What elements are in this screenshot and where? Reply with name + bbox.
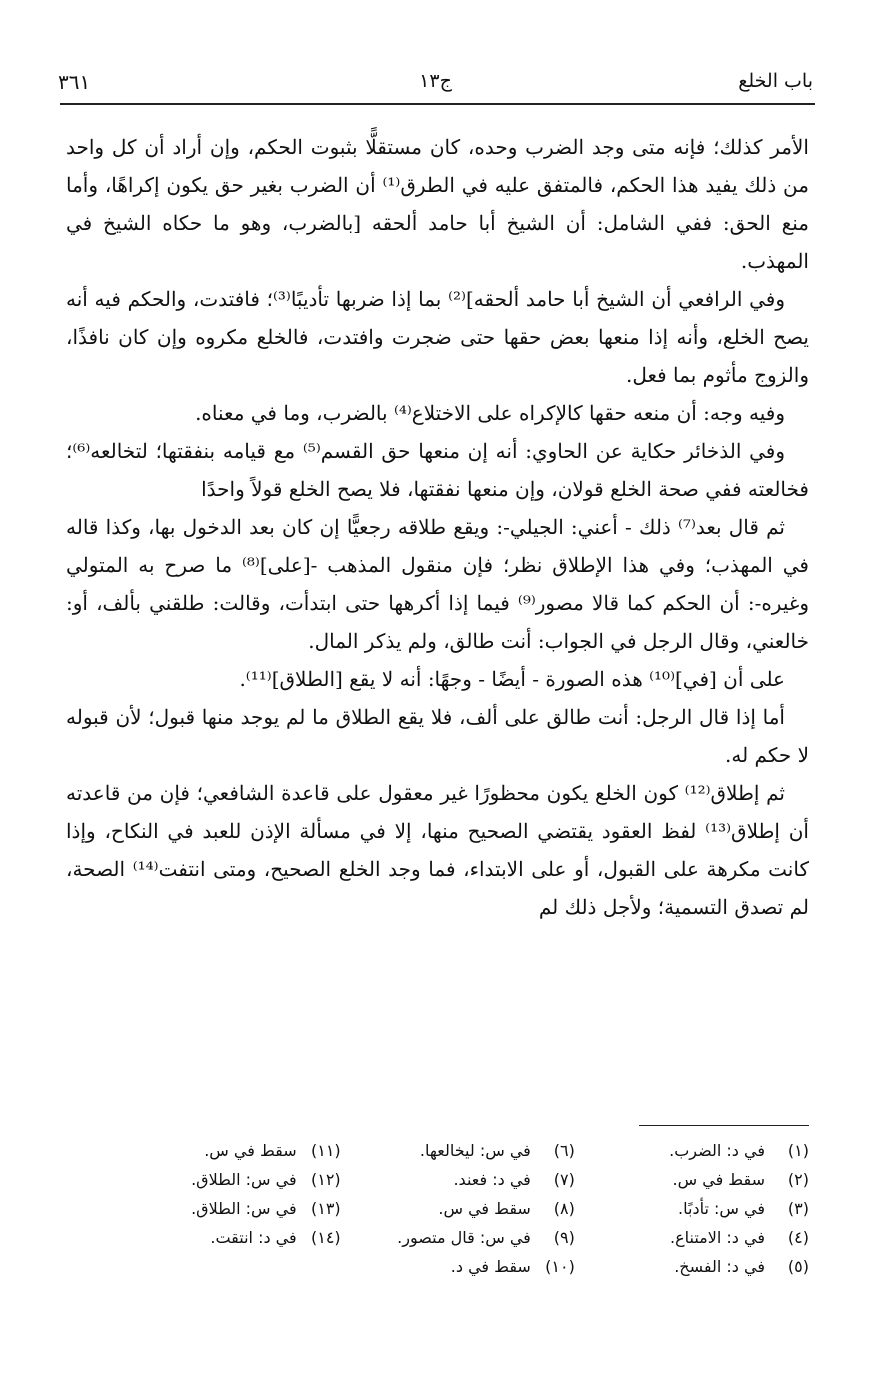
footnote-item xyxy=(110,1165,341,1194)
footnote-item xyxy=(344,1252,575,1281)
footnote-number: (٦) xyxy=(553,1141,575,1160)
footnote-item xyxy=(578,1136,809,1165)
paragraph: الأمر كذلك؛ فإنه متى وجد الضرب وحده، كان مستقلًّا بثبوت الحكم، وإن أراد أن كل واحد من ذلك يفيد هذا الحكم، فالمتفق عليه في الطرق⁽¹⁾ أن الضرب بغير حق يكون إكراهًا، وأما منع الحق: ففي الشامل: أن الشيخ أبا حامد ألحقه [بالضرب، وهو ما حكاه الشيخ في المهذب. xyxy=(66,135,809,273)
footnote-text: سقط في س. xyxy=(204,1141,297,1160)
footnote-column-2 xyxy=(344,1136,575,1281)
running-header xyxy=(58,64,813,100)
footnote-item xyxy=(578,1165,809,1194)
footnote-text: في د: انتقت. xyxy=(210,1228,297,1247)
footnote-number: (١) xyxy=(787,1141,809,1160)
page-number: ٣٦١ xyxy=(58,70,91,94)
footnote-number: (٧) xyxy=(553,1170,575,1189)
footnote-item xyxy=(578,1194,809,1223)
footnote-number: (٢) xyxy=(787,1170,809,1189)
footnote-number: (١٣) xyxy=(310,1199,341,1218)
footnote-item xyxy=(110,1136,341,1165)
paragraph: ثم إطلاق⁽¹²⁾ كون الخلع يكون محظورًا غير معقول على قاعدة الشافعي؛ فإن من قاعدته أن إطلاق⁽¹³⁾ لفظ العقود يقتضي الصحيح منها، إلا في مسألة الإذن للعبد في النكاح، وإذا كانت مكرهة على القبول، أو على الابتداء، فما وجد الخلع الصحيح، ومتى انتفت⁽¹⁴⁾ الصحة، لم تصدق التسمية؛ ولأجل ذلك لم xyxy=(66,781,809,919)
footnote-text: سقط في د. xyxy=(450,1257,531,1276)
footnote-item xyxy=(110,1194,341,1223)
footnote-item xyxy=(578,1252,809,1281)
footnote-number: (١٤) xyxy=(310,1228,341,1247)
footnote-item xyxy=(344,1223,575,1252)
footnote-number: (١٠) xyxy=(545,1257,575,1276)
footnote-number: (٥) xyxy=(787,1257,809,1276)
footnote-text: في د: الفسخ. xyxy=(674,1257,765,1276)
footnote-text: سقط في س. xyxy=(438,1199,531,1218)
paragraph: ثم قال بعد⁽⁷⁾ ذلك - أعني: الجيلي-: ويقع طلاقه رجعيًّا إن كان بعد الدخول بها، وكذا قاله في المهذب؛ وفي هذا الإطلاق نظر؛ فإن منقول المذهب -[على]⁽⁸⁾ ما صرح به المتولي وغيره-: أن الحكم كما قالا مصور⁽⁹⁾ فيما إذا أكرهها حتى ابتدأت، وقالت: طلقني بألف، أو: خالعني، وقال الرجل في الجواب: أنت طالق، ولم يذكر المال. xyxy=(66,515,809,653)
footnote-text: في د: الضرب. xyxy=(669,1141,765,1160)
footnote-number: (١١) xyxy=(310,1141,341,1160)
footnote-text: في س: قال متصور. xyxy=(397,1228,531,1247)
header-divider xyxy=(60,103,815,105)
paragraph: أما إذا قال الرجل: أنت طالق على ألف، فلا يقع الطلاق ما لم يوجد منها قبول؛ لأن قبوله لا حكم له. xyxy=(66,705,809,767)
footnote-column-1 xyxy=(578,1136,809,1281)
footnote-text: في س: تأدبًا. xyxy=(678,1199,765,1218)
footnote-item xyxy=(344,1136,575,1165)
paragraph: وفي الرافعي أن الشيخ أبا حامد ألحقه]⁽²⁾ بما إذا ضربها تأديبًا⁽³⁾؛ فافتدت، والحكم فيه أنه يصح الخلع، وأنه إذا منعها بعض حقها حتى ضجرت وافتدت، فالخلع مكروه وإن كان نافذًا، والزوج مأثوم بما فعل. xyxy=(66,287,809,387)
footnote-item xyxy=(110,1223,341,1252)
footnote-number: (٨) xyxy=(553,1199,575,1218)
paragraph: وفي الذخائر حكاية عن الحاوي: أنه إن منعها حق القسم⁽⁵⁾ مع قيامه بنفقتها؛ لتخالعه⁽⁶⁾؛ فخالعته ففي صحة الخلع قولان، وإن منعها نفقتها، فلا يصح الخلع قولاً واحدًا xyxy=(66,439,809,501)
footnote-item xyxy=(578,1223,809,1252)
footnote-text: في د: فعند. xyxy=(453,1170,531,1189)
footnote-number: (٤) xyxy=(787,1228,809,1247)
footnote-column-3 xyxy=(110,1136,341,1281)
footnote-number: (٩) xyxy=(553,1228,575,1247)
footnote-text: في س: ليخالعها. xyxy=(419,1141,531,1160)
paragraph: وفيه وجه: أن منعه حقها كالإكراه على الاختلاع⁽⁴⁾ بالضرب، وما في معناه. xyxy=(195,401,785,425)
footnote-text: في د: الامتناع. xyxy=(670,1228,765,1247)
footnote-text: في س: الطلاق. xyxy=(191,1199,297,1218)
footnote-number: (١٢) xyxy=(310,1170,341,1189)
volume-label: ج١٣ xyxy=(419,70,452,92)
chapter-title: باب الخلع xyxy=(738,70,813,92)
footnote-number: (٣) xyxy=(787,1199,809,1218)
footnote-text: سقط في س. xyxy=(672,1170,765,1189)
footnote-item xyxy=(344,1194,575,1223)
main-text xyxy=(66,128,809,926)
footnotes xyxy=(110,1136,809,1281)
footnote-divider xyxy=(639,1125,809,1126)
footnote-text: في س: الطلاق. xyxy=(191,1170,297,1189)
paragraph: على أن [في]⁽¹⁰⁾ هذه الصورة - أيضًا - وجهًا: أنه لا يقع [الطلاق]⁽¹¹⁾. xyxy=(239,667,785,691)
footnote-item xyxy=(344,1165,575,1194)
